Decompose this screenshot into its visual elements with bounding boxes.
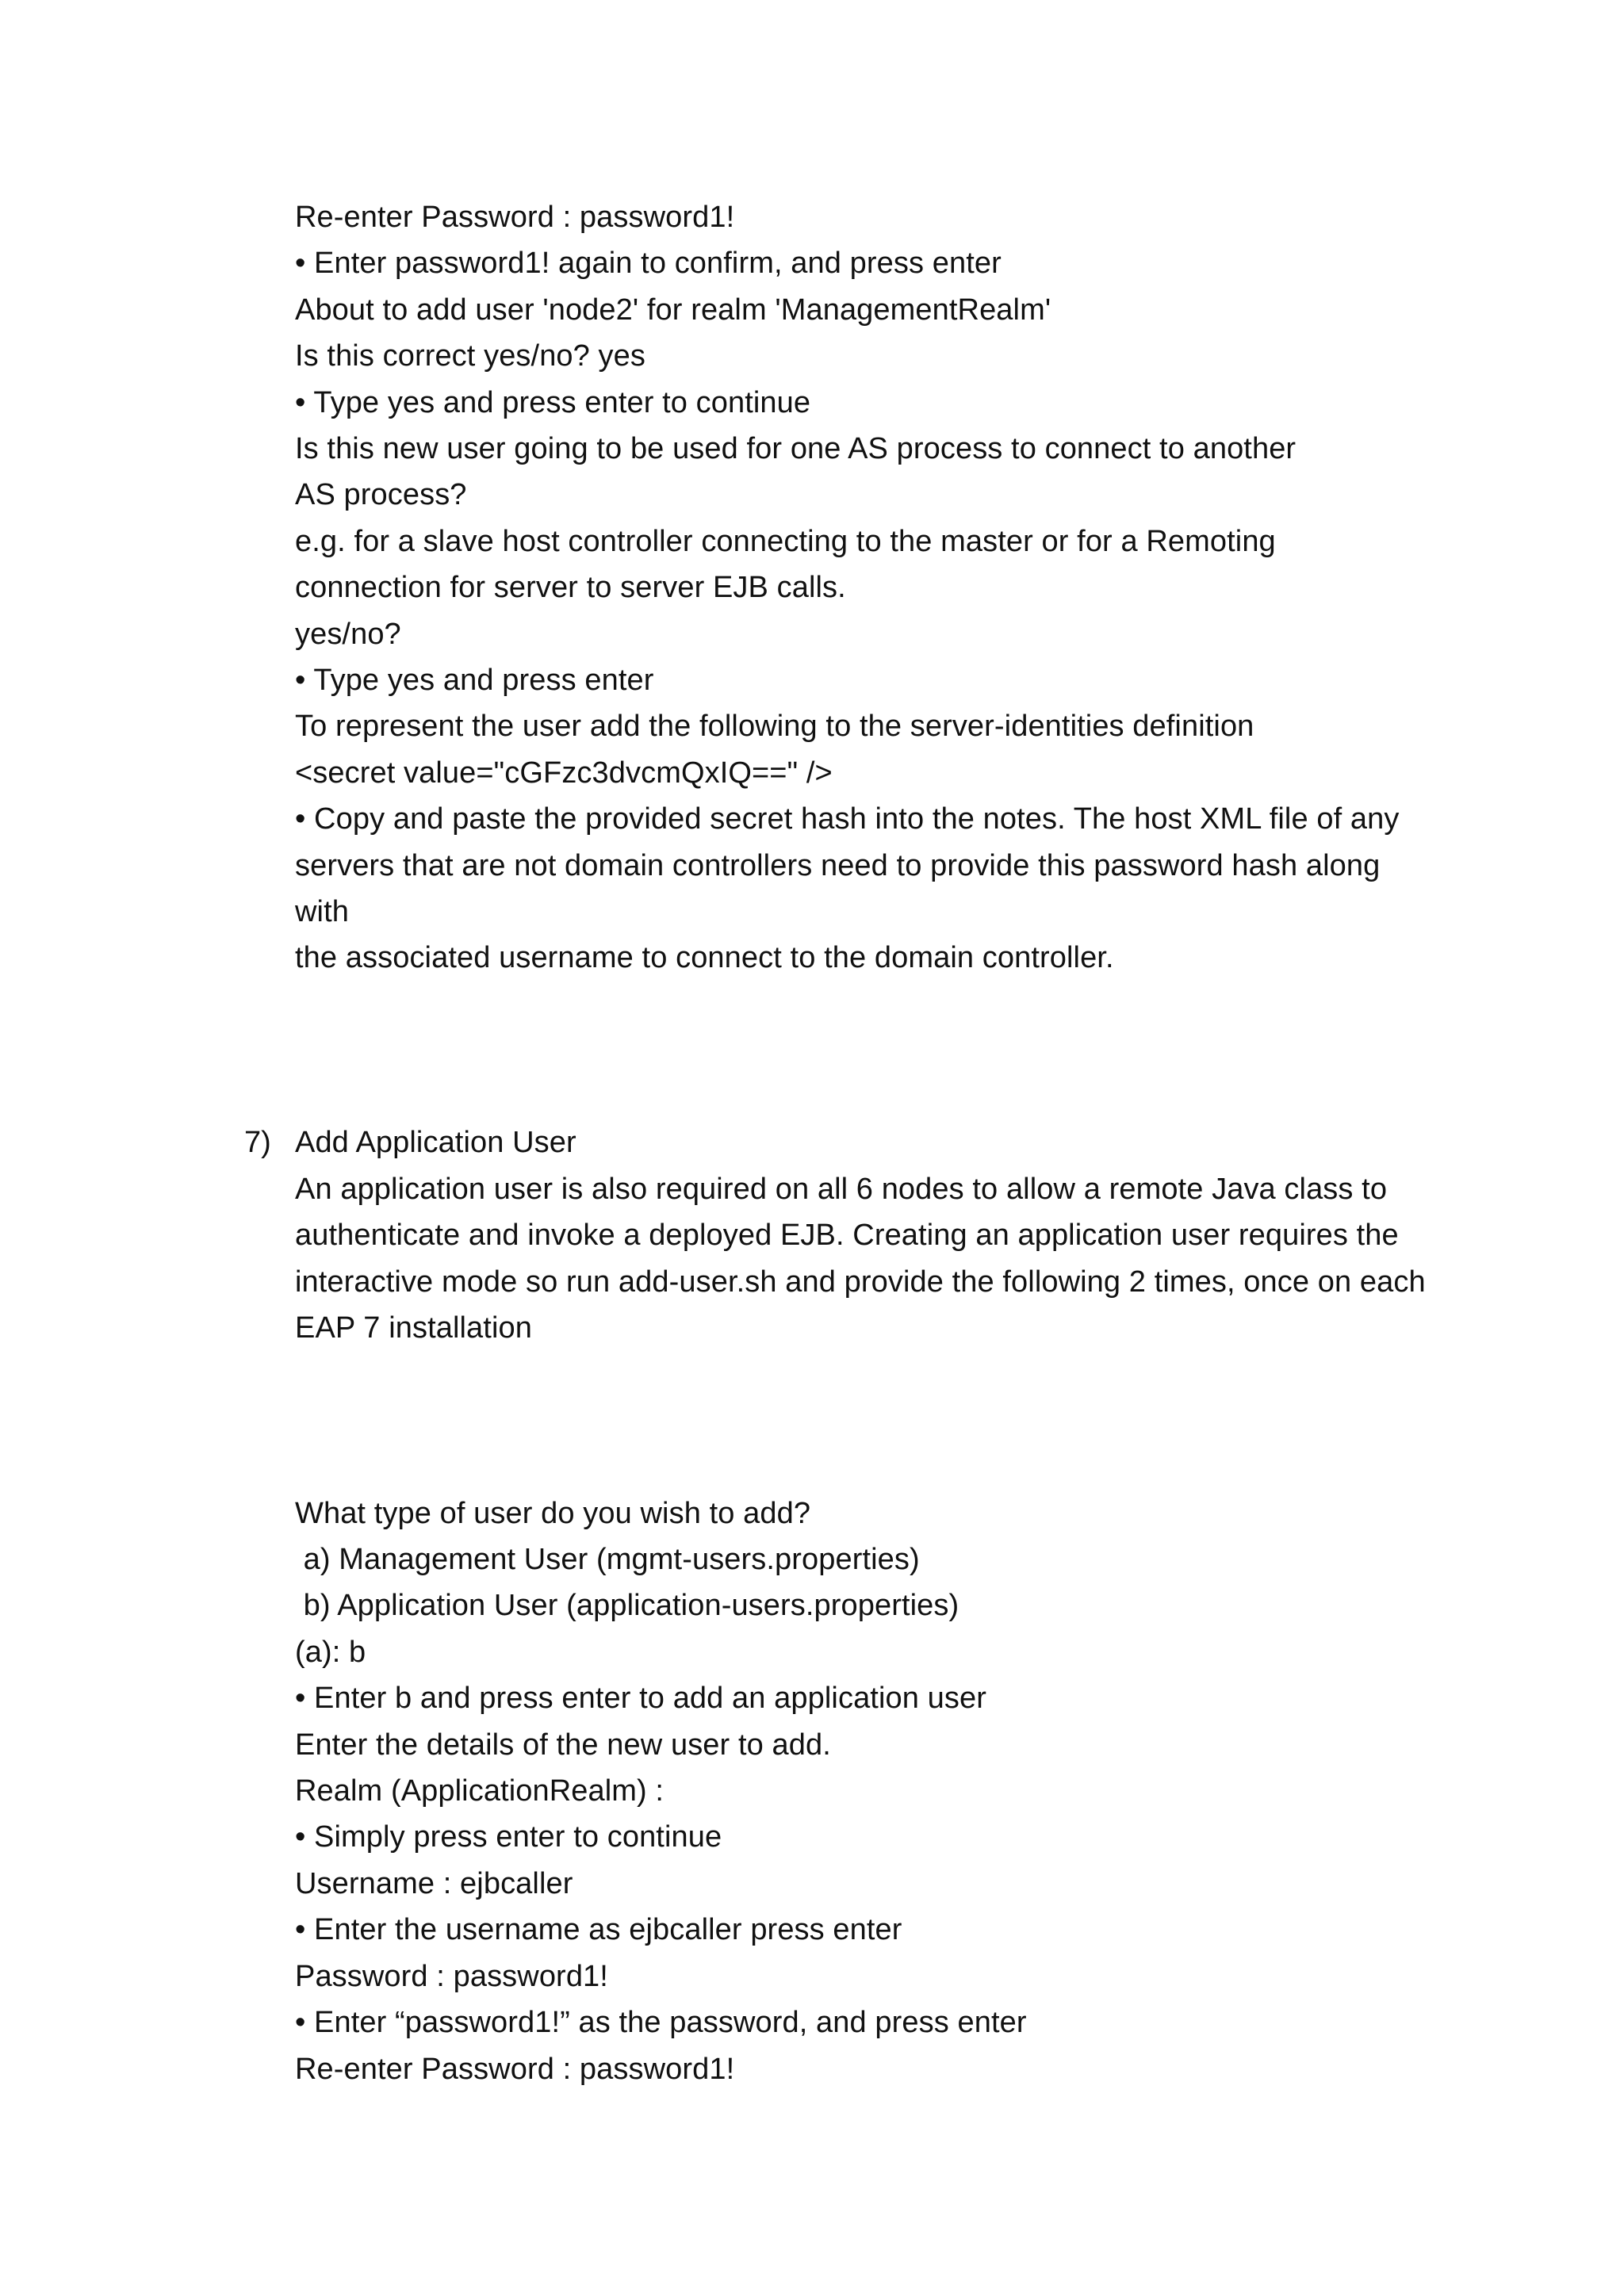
paragraph-line: EAP 7 installation — [295, 1311, 532, 1345]
code-line: <secret value="cGFzc3dvcmQxIQ==" /> — [295, 756, 833, 790]
bullet-line: • Copy and paste the provided secret hash into the notes. The host XML file of any — [295, 802, 1400, 836]
text-line: yes/no? — [295, 618, 401, 651]
bullet-line: • Enter b and press enter to add an application user — [295, 1682, 986, 1715]
bullet-line: • Enter “password1!” as the password, and press enter — [295, 2006, 1027, 2039]
text-line: Password : password1! — [295, 1960, 608, 1993]
text-line: servers that are not domain controllers need to provide this password hash along — [295, 849, 1381, 882]
list-number: 7) — [244, 1126, 271, 1159]
section-heading: Add Application User — [295, 1126, 576, 1159]
text-line: Username : ejbcaller — [295, 1867, 573, 1900]
text-line: a) Management User (mgmt-users.properties) — [295, 1543, 920, 1576]
bullet-line: • Type yes and press enter — [295, 664, 654, 697]
text-line: e.g. for a slave host controller connecting to the master or for a Remoting — [295, 525, 1276, 558]
text-line: Enter the details of the new user to add. — [295, 1728, 831, 1762]
text-line: with — [295, 895, 349, 928]
bullet-line: • Simply press enter to continue — [295, 1820, 722, 1854]
text-line: Re-enter Password : password1! — [295, 201, 735, 234]
text-line: b) Application User (application-users.properties) — [295, 1589, 959, 1622]
bullet-line: • Type yes and press enter to continue — [295, 386, 811, 419]
text-line: What type of user do you wish to add? — [295, 1497, 811, 1530]
bullet-line: • Enter password1! again to confirm, and press enter — [295, 247, 1002, 280]
paragraph-line: interactive mode so run add-user.sh and provide the following 2 times, once on each — [295, 1265, 1426, 1299]
text-line: Is this correct yes/no? yes — [295, 339, 645, 373]
bullet-line: • Enter the username as ejbcaller press enter — [295, 1913, 902, 1946]
text-line: Is this new user going to be used for one AS process to connect to another — [295, 432, 1297, 465]
paragraph-line: An application user is also required on all 6 nodes to allow a remote Java class to — [295, 1173, 1388, 1206]
text-line: Re-enter Password : password1! — [295, 2053, 735, 2086]
text-line: the associated username to connect to the domain controller. — [295, 941, 1114, 974]
text-line: AS process? — [295, 478, 467, 511]
text-line: To represent the user add the following to the server-identities definition — [295, 710, 1254, 743]
paragraph-line: authenticate and invoke a deployed EJB. Creating an application user requires the — [295, 1219, 1399, 1252]
text-line: Realm (ApplicationRealm) : — [295, 1774, 665, 1808]
text-line: (a): b — [295, 1636, 366, 1669]
text-line: connection for server to server EJB calls. — [295, 571, 846, 604]
text-line: About to add user 'node2' for realm 'ManagementRealm' — [295, 293, 1051, 327]
